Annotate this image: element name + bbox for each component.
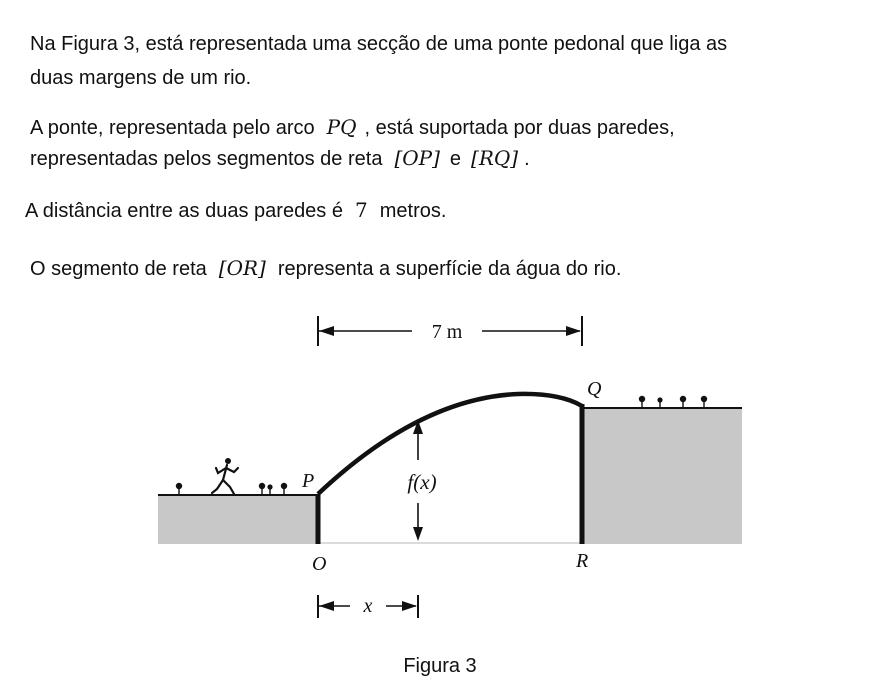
right-bank: [582, 408, 742, 544]
p2-line2-text-mid: e: [449, 148, 462, 170]
p2-line2: [30, 146, 530, 171]
p4-text-b: representa a superfície da água do rio.: [277, 258, 622, 280]
flower-icon: [639, 396, 707, 407]
segment-op-symbol: [OP]: [394, 146, 440, 170]
distance-value: 7: [355, 198, 368, 222]
x-dimension: [318, 595, 418, 618]
point-o-label: O: [312, 553, 327, 575]
p2-line1-text-b: , está suportada por duas paredes,: [364, 117, 675, 139]
x-label: x: [363, 595, 373, 617]
p3-line: [25, 198, 446, 223]
p4-line: [30, 256, 621, 281]
height-label: f(x): [407, 470, 437, 494]
arc-pq: [318, 394, 582, 494]
width-label: 7 m: [431, 321, 463, 343]
figure-caption: Figura 3: [403, 655, 477, 677]
p1-line2: duas margens de um rio.: [30, 67, 252, 89]
height-arrow: [407, 420, 436, 541]
p1-line1: Na Figura 3, está representada uma secção de uma ponte pedonal que liga as: [30, 33, 728, 55]
left-bank: [158, 495, 318, 544]
p4-text-a: O segmento de reta: [30, 258, 207, 280]
width-dimension: [318, 316, 582, 346]
p2-line1-text-a: A ponte, representada pelo arco: [30, 117, 315, 139]
p2-line2-end: .: [524, 148, 530, 170]
point-q-label: Q: [587, 378, 602, 400]
point-p-label: P: [302, 470, 315, 492]
p2-line1: [30, 115, 675, 140]
p2-line2-text-a: representadas pelos segmentos de reta: [30, 148, 383, 170]
p3-text-a: A distância entre as duas paredes é: [25, 200, 343, 222]
p3-text-b: metros.: [379, 200, 447, 222]
point-r-label: R: [576, 550, 589, 572]
running-person-icon: [212, 458, 238, 494]
bridge-figure: [150, 308, 750, 638]
arc-pq-symbol: PQ: [326, 115, 357, 139]
segment-or-symbol: [OR]: [218, 256, 266, 280]
segment-rq-symbol: [RQ]: [471, 146, 519, 170]
river-banks: [158, 408, 742, 544]
